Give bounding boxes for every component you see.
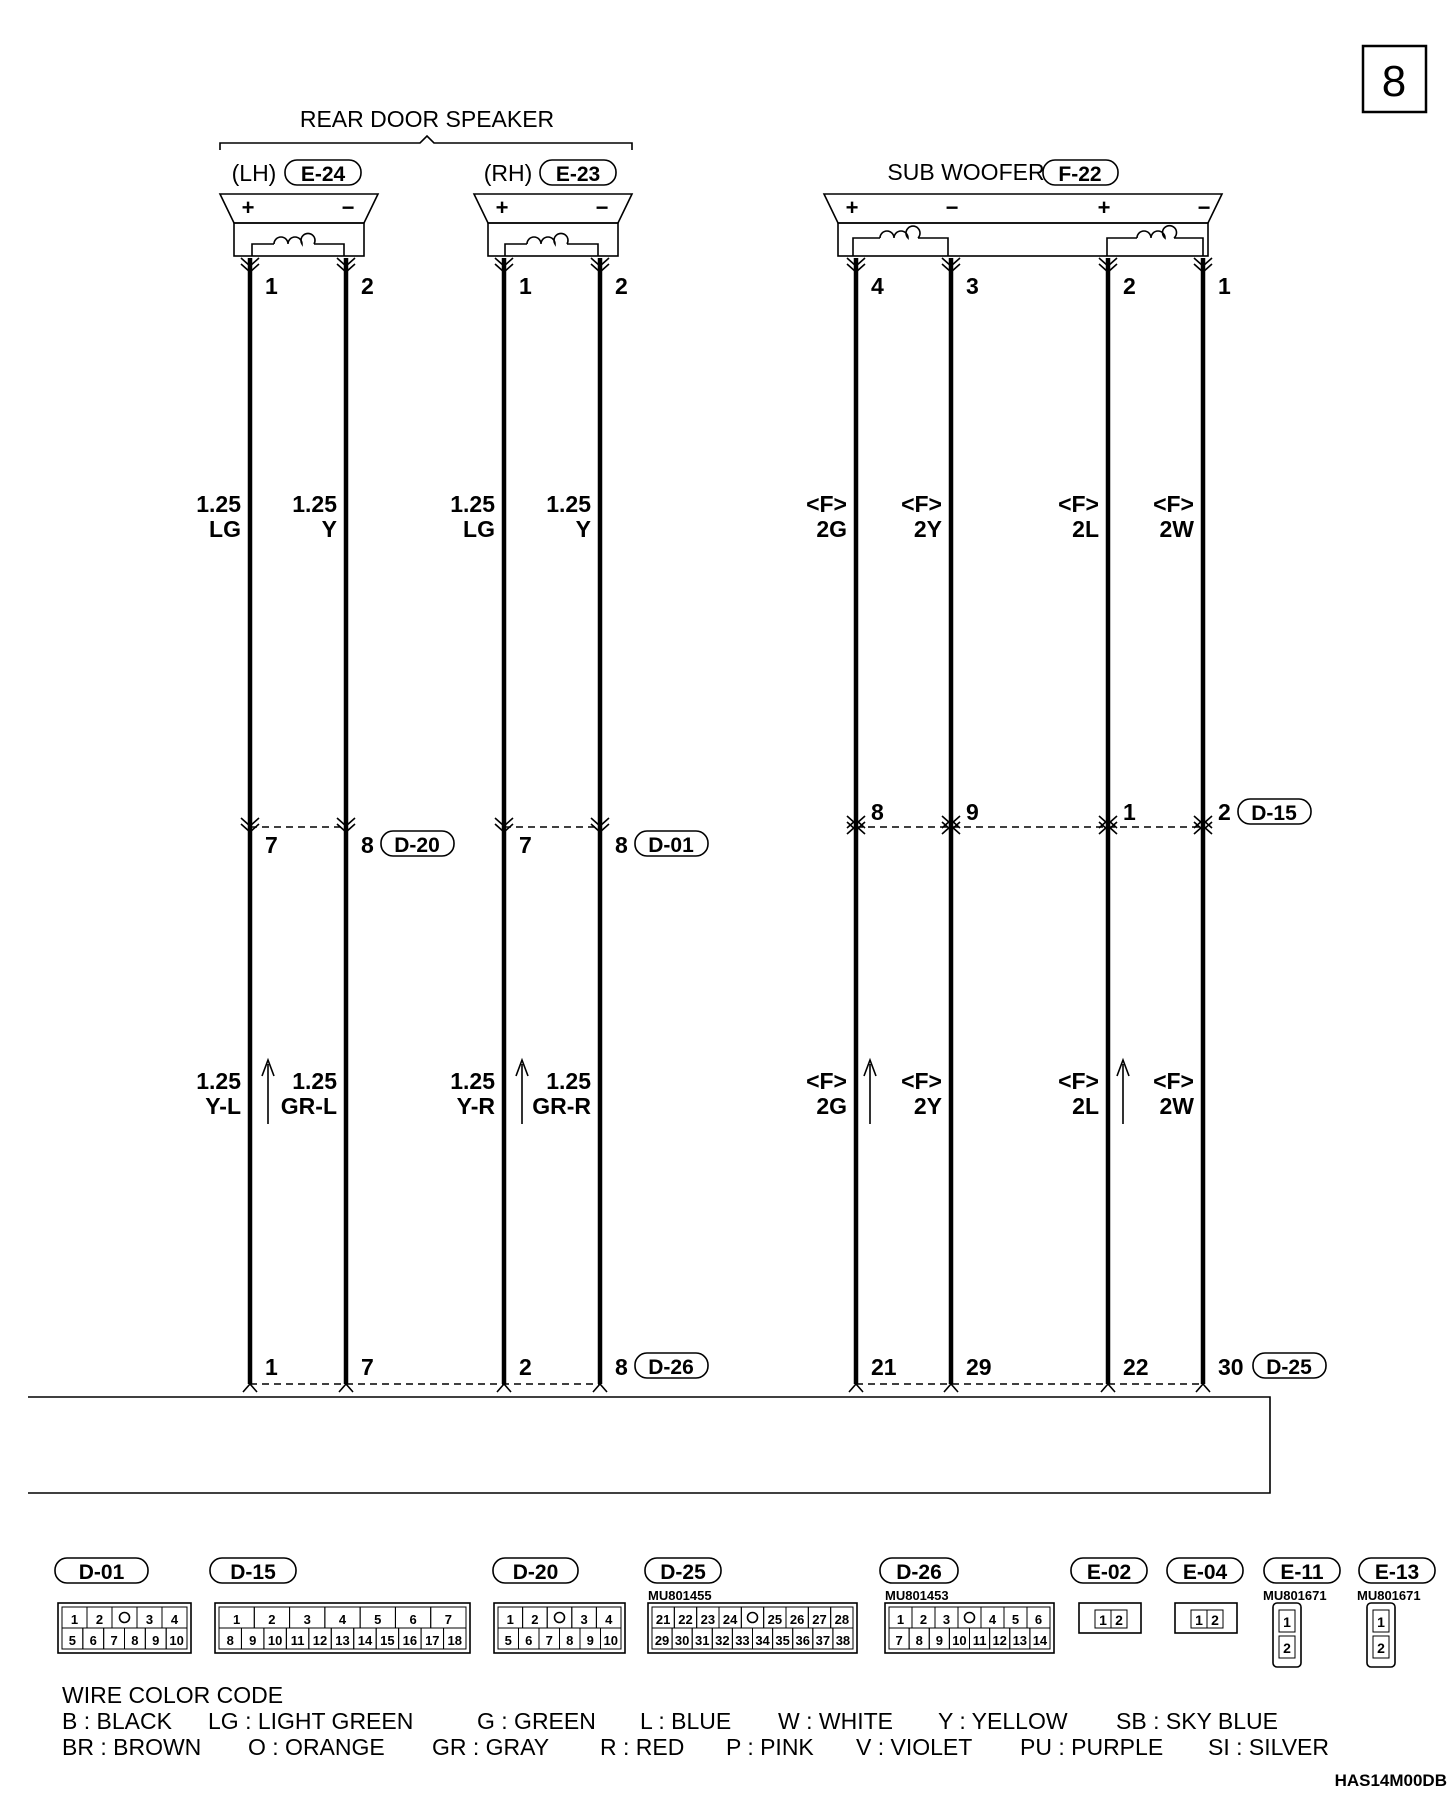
- connector-view-name-e-13: E-13: [1374, 1561, 1420, 1584]
- connector-pin-d-20: 4: [605, 1612, 613, 1627]
- connector-pin-d-26: 6: [1034, 1612, 1043, 1627]
- mid-pin-label-3: 7: [519, 832, 532, 858]
- connector-part-number-e-11: MU801671: [1263, 1588, 1327, 1603]
- flow-arrow-rh: [516, 1060, 528, 1124]
- flow-arrows: [262, 1060, 1129, 1124]
- top-pin-label-1: 1: [265, 273, 278, 299]
- sw-plus-2-label: +: [1097, 195, 1111, 220]
- connector-pin-d-15: 6: [409, 1612, 417, 1627]
- flow-arrow-lh: [262, 1060, 274, 1124]
- sw-plus-1-label: +: [845, 195, 859, 220]
- color-code-pu: PU : PURPLE: [1020, 1734, 1164, 1760]
- connector-view-d-25: [645, 1558, 857, 1653]
- upper-wire-size-7: <F>: [1058, 491, 1099, 517]
- connector-pin-d-26: 4: [988, 1612, 997, 1627]
- connector-pin-d-01: 7: [110, 1633, 118, 1648]
- color-code-l: L : BLUE: [640, 1708, 732, 1734]
- top-pin-label-5: 4: [871, 273, 884, 299]
- color-code-r: R : RED: [600, 1734, 685, 1760]
- upper-wire-size-8: <F>: [1153, 491, 1194, 517]
- color-code-w: W : WHITE: [778, 1708, 893, 1734]
- connector-pin-d-25: 28: [834, 1612, 850, 1627]
- lh-plus-label: +: [241, 195, 255, 220]
- wires-group: [196, 258, 1243, 1392]
- lower-wire-color-3: Y-R: [456, 1093, 495, 1119]
- rh-plus-label: +: [495, 195, 509, 220]
- lh-minus-label: −: [341, 195, 355, 220]
- connector-pin-d-01: 4: [170, 1612, 179, 1627]
- connector-views-group: [55, 1558, 1435, 1667]
- upper-wire-color-8: 2W: [1159, 516, 1194, 542]
- connector-pin-d-20: 2: [531, 1612, 539, 1627]
- bottom-connector-pin-3: [497, 1384, 511, 1392]
- page-number: 8: [1381, 57, 1407, 106]
- mid-pin-label-4: 8: [615, 832, 628, 858]
- top-pin-label-2: 2: [361, 273, 374, 299]
- connector-pin-e-02: 1: [1099, 1612, 1107, 1628]
- connector-view-name-e-11: E-11: [1280, 1561, 1324, 1584]
- connector-pin-d-15: 18: [447, 1633, 463, 1648]
- connector-view-name-e-04: E-04: [1182, 1561, 1228, 1584]
- wire-color-code-line-1: [62, 1708, 1278, 1734]
- connector-pin-d-01: 6: [89, 1633, 97, 1648]
- connector-pin-d-26: 11: [972, 1633, 987, 1648]
- connector-pin-d-15: 14: [357, 1633, 373, 1648]
- top-pin-label-3: 1: [519, 273, 532, 299]
- connector-pin-d-25: 21: [655, 1612, 671, 1627]
- lh-side-label: (LH): [231, 160, 277, 186]
- connector-pin-d-26: 13: [1012, 1633, 1028, 1648]
- d-01-connector-label: D-01: [648, 834, 694, 857]
- bottom-pin-label-1: 1: [265, 1354, 278, 1380]
- color-code-o: O : ORANGE: [248, 1734, 385, 1760]
- connector-view-e-13: [1357, 1558, 1435, 1667]
- connector-pin-d-01: 9: [152, 1633, 160, 1648]
- connector-pin-d-01: 5: [68, 1633, 77, 1648]
- connector-pin-d-25: 30: [674, 1633, 690, 1648]
- connector-pin-e-04: 1: [1195, 1612, 1203, 1628]
- lower-wire-size-2: 1.25: [292, 1068, 337, 1094]
- sw-minus-1-label: −: [945, 195, 959, 220]
- connector-pin-d-25: 31: [695, 1633, 710, 1648]
- color-code-v: V : VIOLET: [856, 1734, 973, 1760]
- d-20-connector-label: D-20: [394, 834, 440, 857]
- connector-pin-d-26: 12: [992, 1633, 1007, 1648]
- connector-pin-d-15: 16: [402, 1633, 418, 1648]
- connector-pin-d-15: 9: [249, 1633, 257, 1648]
- connector-pin-d-25: 33: [735, 1633, 750, 1648]
- connector-pin-d-20: 9: [586, 1633, 594, 1648]
- upper-wire-color-1: LG: [209, 516, 241, 542]
- bottom-connector-pin-6: [944, 1384, 958, 1392]
- lower-wire-size-6: <F>: [901, 1068, 942, 1094]
- e-24-connector-label: E-24: [300, 163, 346, 186]
- connector-pin-d-15: 7: [444, 1612, 452, 1627]
- upper-wire-color-4: Y: [575, 516, 591, 542]
- connector-key-icon: [965, 1613, 975, 1623]
- connector-part-number-d-25: MU801455: [648, 1588, 712, 1603]
- e-23-connector-label: E-23: [555, 163, 601, 186]
- connector-pin-d-15: 1: [233, 1612, 241, 1627]
- f-22-connector-label: F-22: [1058, 163, 1102, 186]
- lower-wire-size-8: <F>: [1153, 1068, 1194, 1094]
- upper-wire-color-2: Y: [321, 516, 337, 542]
- connector-pin-d-25: 32: [715, 1633, 730, 1648]
- mid-pin-label-8: 2: [1218, 799, 1231, 825]
- connector-view-d-15: [210, 1558, 470, 1653]
- bottom-connector-pin-7: [1101, 1384, 1115, 1392]
- connector-pin-e-04: 2: [1211, 1612, 1219, 1628]
- connector-pin-d-01: 8: [131, 1633, 139, 1648]
- sub-woofer-symbol: [824, 194, 1222, 256]
- connector-pin-d-25: 35: [775, 1633, 790, 1648]
- connector-key-icon: [120, 1613, 130, 1623]
- connector-pin-d-26: 8: [915, 1633, 923, 1648]
- connector-key-icon: [748, 1613, 758, 1623]
- page-number-box: [1363, 46, 1426, 112]
- upper-wire-color-3: LG: [463, 516, 495, 542]
- bottom-connector-pin-4: [593, 1384, 607, 1392]
- connector-pin-d-25: 27: [812, 1612, 827, 1627]
- bottom-pin-label-2: 7: [361, 1354, 374, 1380]
- connector-pin-d-15: 3: [303, 1612, 311, 1627]
- connector-pin-d-26: 7: [895, 1633, 903, 1648]
- bottom-connector-pin-8: [1196, 1384, 1210, 1392]
- bottom-connector-pin-1: [243, 1384, 257, 1392]
- connector-view-name-d-01: D-01: [78, 1561, 125, 1584]
- rh-side-label: (RH): [483, 160, 533, 186]
- lower-wire-color-4: GR-R: [532, 1093, 591, 1119]
- connector-pin-d-15: 13: [335, 1633, 350, 1648]
- connector-pin-d-15: 2: [268, 1612, 276, 1627]
- flow-arrow-sw-1: [864, 1060, 876, 1124]
- color-code-p: P : PINK: [726, 1734, 814, 1760]
- connector-part-number-d-26: MU801453: [885, 1588, 949, 1603]
- connector-pin-d-25: 22: [678, 1612, 693, 1627]
- connector-pin-e-02: 2: [1115, 1612, 1123, 1628]
- connector-cell-d-26: [958, 1607, 981, 1628]
- connector-pin-d-25: 25: [767, 1612, 783, 1627]
- rh-minus-label: −: [595, 195, 609, 220]
- connector-pin-d-20: 5: [504, 1633, 512, 1648]
- connector-view-name-d-15: D-15: [230, 1561, 276, 1584]
- bottom-connector-pin-5: [849, 1384, 863, 1392]
- connector-pin-e-11: 1: [1283, 1614, 1291, 1630]
- upper-wire-color-5: 2G: [816, 516, 847, 542]
- connector-view-d-20: [493, 1558, 625, 1653]
- bottom-pin-label-3: 2: [519, 1354, 532, 1380]
- connector-pin-d-25: 37: [815, 1633, 831, 1648]
- top-pin-label-8: 1: [1218, 273, 1231, 299]
- color-code-lg: LG : LIGHT GREEN: [208, 1708, 414, 1734]
- mid-pin-label-1: 7: [265, 832, 278, 858]
- upper-wire-color-7: 2L: [1072, 516, 1099, 542]
- connector-pin-d-25: 29: [654, 1633, 670, 1648]
- color-code-br: BR : BROWN: [62, 1734, 202, 1760]
- connector-pin-d-20: 1: [506, 1612, 514, 1627]
- connector-view-name-d-26: D-26: [896, 1561, 942, 1584]
- bottom-pin-label-7: 22: [1123, 1354, 1149, 1380]
- lower-wire-size-4: 1.25: [546, 1068, 591, 1094]
- lower-wire-color-5: 2G: [816, 1093, 847, 1119]
- connector-pin-d-26: 10: [952, 1633, 967, 1648]
- connector-pin-d-25: 24: [722, 1612, 738, 1627]
- color-code-sb: SB : SKY BLUE: [1116, 1708, 1278, 1734]
- connector-cell-d-20: [547, 1607, 572, 1628]
- connector-view-d-01: [55, 1558, 191, 1653]
- connector-cell-d-25: [741, 1607, 763, 1628]
- connector-pin-d-26: 2: [919, 1612, 928, 1627]
- color-code-y: Y : YELLOW: [938, 1708, 1068, 1734]
- color-code-gr: GR : GRAY: [432, 1734, 550, 1760]
- connector-pin-d-01: 10: [169, 1633, 184, 1648]
- connector-pin-d-15: 8: [226, 1633, 234, 1648]
- color-code-b: B : BLACK: [62, 1708, 172, 1734]
- audio-unit-box: [28, 1397, 1270, 1493]
- top-pin-label-4: 2: [615, 273, 628, 299]
- upper-wire-size-3: 1.25: [450, 491, 495, 517]
- wire-color-code-line-2: [62, 1734, 1329, 1760]
- mid-pin-label-7: 1: [1123, 799, 1136, 825]
- lower-wire-color-1: Y-L: [205, 1093, 241, 1119]
- bottom-connector-pin-2: [339, 1384, 353, 1392]
- connector-pin-d-15: 12: [312, 1633, 328, 1648]
- lower-wire-color-2: GR-L: [280, 1093, 337, 1119]
- flow-arrow-sw-2: [1117, 1060, 1129, 1124]
- connector-pin-d-26: 9: [935, 1633, 943, 1648]
- mid-pin-label-6: 9: [966, 799, 979, 825]
- upper-wire-size-4: 1.25: [546, 491, 591, 517]
- connector-pin-d-15: 5: [374, 1612, 382, 1627]
- connector-pin-d-15: 4: [338, 1612, 347, 1627]
- connector-pin-d-15: 11: [290, 1633, 305, 1648]
- upper-wire-size-1: 1.25: [196, 491, 241, 517]
- connector-pin-d-25: 34: [755, 1633, 770, 1648]
- connector-pin-d-20: 8: [566, 1633, 574, 1648]
- d-15-connector-label: D-15: [1251, 802, 1297, 825]
- connector-pin-d-15: 17: [425, 1633, 440, 1648]
- connector-pin-d-01: 1: [70, 1612, 79, 1627]
- lower-wire-size-5: <F>: [806, 1068, 847, 1094]
- connector-pin-d-01: 3: [145, 1612, 154, 1627]
- connector-pin-d-20: 6: [525, 1633, 533, 1648]
- connector-pin-d-01: 2: [95, 1612, 104, 1627]
- connector-pin-d-26: 14: [1032, 1633, 1048, 1648]
- connector-view-e-11: [1263, 1558, 1340, 1667]
- connector-pin-d-25: 38: [835, 1633, 851, 1648]
- lower-wire-size-3: 1.25: [450, 1068, 495, 1094]
- connector-pin-d-26: 5: [1011, 1612, 1020, 1627]
- color-code-g: G : GREEN: [477, 1708, 596, 1734]
- upper-wire-size-5: <F>: [806, 491, 847, 517]
- bottom-pin-label-5: 21: [871, 1354, 897, 1380]
- connector-view-name-d-20: D-20: [512, 1561, 559, 1584]
- top-pin-label-6: 3: [966, 273, 979, 299]
- upper-wire-size-6: <F>: [901, 491, 942, 517]
- connector-body-e-13: [1367, 1603, 1395, 1667]
- connector-pin-d-26: 3: [942, 1612, 951, 1627]
- bottom-pin-label-8: 30: [1218, 1354, 1244, 1380]
- connector-view-e-02: [1071, 1558, 1147, 1633]
- bottom-pin-label-4: 8: [615, 1354, 628, 1380]
- connector-pin-e-11: 2: [1283, 1640, 1291, 1656]
- connector-pin-d-26: 1: [896, 1612, 905, 1627]
- mid-pin-label-5: 8: [871, 799, 884, 825]
- upper-wire-color-6: 2Y: [913, 516, 942, 542]
- sw-minus-2-label: −: [1197, 195, 1211, 220]
- color-code-si: SI : SILVER: [1208, 1734, 1330, 1760]
- connector-body-e-11: [1273, 1603, 1301, 1667]
- connector-cell-d-01: [112, 1607, 137, 1628]
- connector-pin-d-20: 3: [580, 1612, 588, 1627]
- d-26-connector-label: D-26: [648, 1356, 694, 1379]
- connector-pin-d-20: 10: [603, 1633, 618, 1648]
- mid-pin-label-2: 8: [361, 832, 374, 858]
- lower-wire-color-6: 2Y: [913, 1093, 942, 1119]
- lower-wire-color-8: 2W: [1159, 1093, 1194, 1119]
- d-25-connector-label: D-25: [1266, 1356, 1312, 1379]
- connector-pin-d-25: 36: [795, 1633, 810, 1648]
- connector-view-d-26: [880, 1558, 1054, 1653]
- rear-door-speaker-bracket: [220, 136, 632, 150]
- lower-wire-size-1: 1.25: [196, 1068, 241, 1094]
- connector-pin-d-15: 10: [267, 1633, 283, 1648]
- rear-door-speaker-title: REAR DOOR SPEAKER: [299, 106, 555, 132]
- upper-wire-size-2: 1.25: [292, 491, 337, 517]
- connector-pin-d-25: 23: [700, 1612, 716, 1627]
- bottom-pin-label-6: 29: [966, 1354, 992, 1380]
- wire-color-code-title: WIRE COLOR CODE: [62, 1682, 284, 1708]
- connector-key-icon: [555, 1613, 565, 1623]
- connector-view-name-e-02: E-02: [1086, 1561, 1132, 1584]
- connector-pin-d-15: 15: [380, 1633, 395, 1648]
- connector-view-name-d-25: D-25: [660, 1561, 706, 1584]
- connector-pin-d-25: 26: [789, 1612, 805, 1627]
- lower-wire-size-7: <F>: [1058, 1068, 1099, 1094]
- lower-wire-color-7: 2L: [1072, 1093, 1099, 1119]
- connector-pin-e-13: 1: [1377, 1614, 1385, 1630]
- sub-woofer-title: SUB WOOFER: [887, 159, 1045, 185]
- top-pin-label-7: 2: [1123, 273, 1136, 299]
- connector-view-e-04: [1167, 1558, 1243, 1633]
- connector-pin-e-13: 2: [1377, 1640, 1385, 1656]
- connector-pin-d-20: 7: [545, 1633, 553, 1648]
- figure-code: HAS14M00DB: [1334, 1771, 1447, 1790]
- connector-part-number-e-13: MU801671: [1357, 1588, 1421, 1603]
